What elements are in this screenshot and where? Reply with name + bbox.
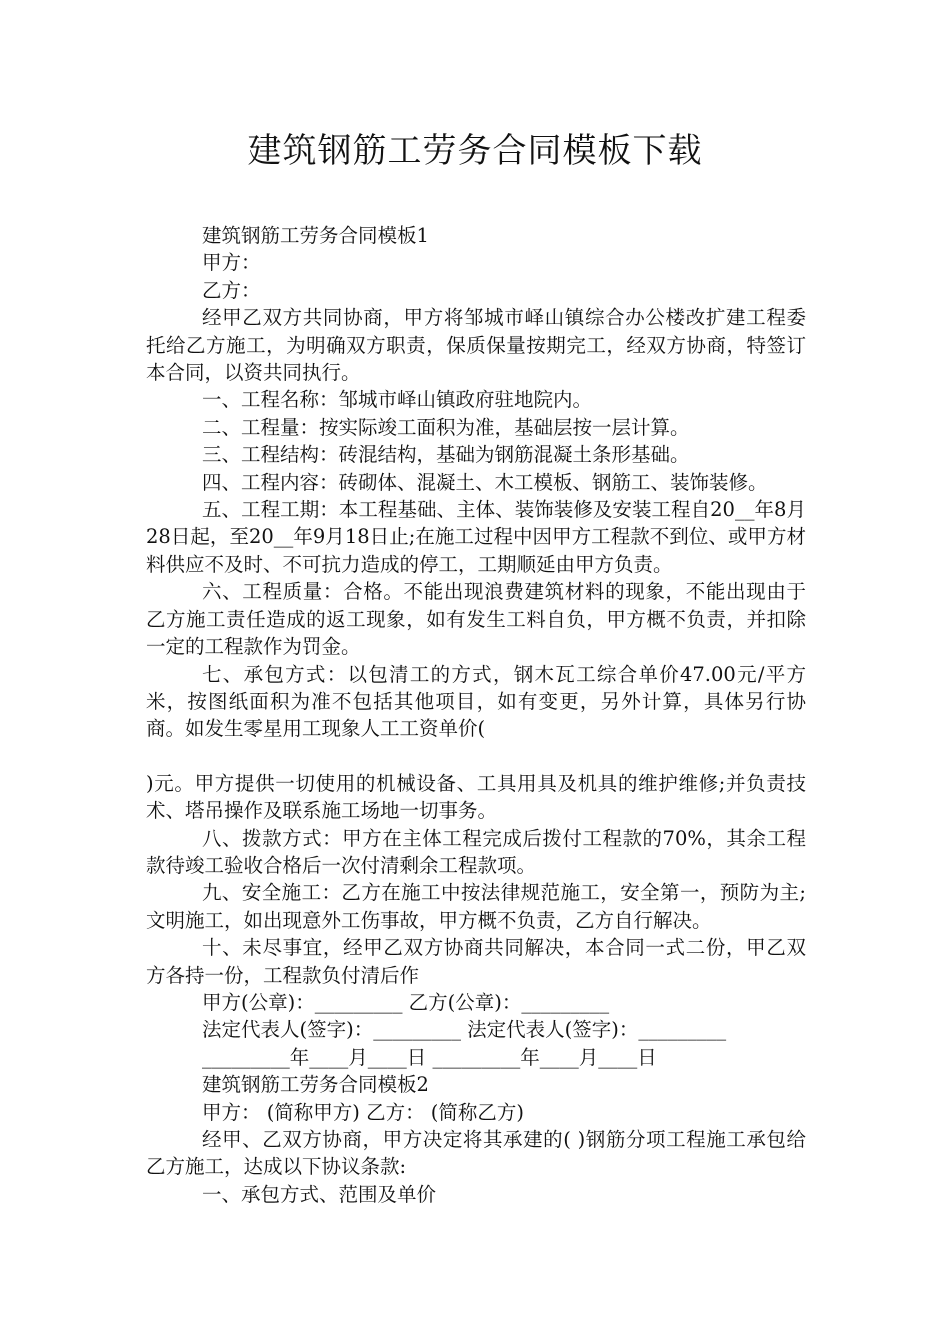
page-title: 建筑钢筋工劳务合同模板下载	[247, 131, 703, 171]
clause-3-structure: 三、工程结构：砖混结构，基础为钢筋混凝土条形基础。	[202, 443, 690, 467]
agreement-intro: 经甲、乙双方协商，甲方决定将其承建的( )钢筋分项工程施工承包给乙方施工，达成以下协议条款:	[146, 1128, 806, 1179]
clause-9-safety: 九、安全施工：乙方在施工中按法律规范施工，安全第一，预防为主;文明施工，如出现意外工伤事故，甲方概不负责，乙方自行解决。	[146, 881, 806, 932]
date-line: _________年____月____日 _________年____月____日	[202, 1045, 657, 1069]
clause-6-quality: 六、工程质量：合格。不能出现浪费建筑材料的现象，不能出现由于乙方施工责任造成的返工现象，如有发生工料自负，甲方概不负责，并扣除一定的工程款作为罚金。	[146, 580, 806, 659]
signature-line: 法定代表人(签字)：_________ 法定代表人(签字)：_________	[202, 1018, 727, 1042]
document-body	[146, 222, 806, 1208]
clause-7-continued: )元。甲方提供一切使用的机械设备、工具用具及机具的维护维修;并负责技术、塔吊操作及联系施工场地一切事务。	[146, 771, 806, 823]
seal-line: 甲方(公章)：_________ 乙方(公章)：_________	[202, 990, 610, 1014]
preamble-paragraph: 经甲乙双方共同协商，甲方将邹城市峄山镇综合办公楼改扩建工程委托给乙方施工，为明确双方职责，保质保量按期完工，经双方协商，特签订本合同，以资共同执行。	[146, 306, 806, 385]
blank-line	[146, 743, 806, 770]
party-a-line: 甲方：	[202, 251, 261, 275]
clause-1-project-name: 一、工程名称：邹城市峄山镇政府驻地院内。	[202, 388, 593, 412]
clause-8-payment: 八、拨款方式：甲方在主体工程完成后拨付工程款的70%，其余工程款待竣工验收合格后一次付清剩余工程款项。	[146, 826, 806, 877]
clause-2-quantity: 二、工程量：按实际竣工面积为准，基础层按一层计算。	[202, 415, 690, 439]
section-heading-template-2: 建筑钢筋工劳务合同模板2	[202, 1073, 429, 1097]
clause-7-contract-mode: 七、承包方式：以包清工的方式，钢木瓦工综合单价47.00元/平方米，按图纸面积为准不包括其他项目，如有变更，另外计算，具体另行协商。如发生零星用工现象人工工资单价(	[146, 662, 806, 741]
party-b-line: 乙方：	[202, 278, 261, 302]
section-heading-template-1: 建筑钢筋工劳务合同模板1	[202, 224, 429, 247]
clause-10-misc: 十、未尽事宜，经甲乙双方协商共同解决，本合同一式二份，甲乙双方各持一份，工程款负付清后作	[146, 936, 806, 987]
clause-4-content: 四、工程内容：砖砌体、混凝土、木工模板、钢筋工、装饰装修。	[202, 470, 768, 494]
clause-5-schedule: 五、工程工期：本工程基础、主体、装饰装修及安装工程自20__年8月28日起，至20__年9月18日止;在施工过程中因甲方工程款不到位、或甲方材料供应不及时、不可抗力造成的停工，工期顺延由甲方负责。	[146, 498, 806, 576]
parties-line: 甲方： (简称甲方) 乙方： (简称乙方)	[202, 1100, 525, 1124]
clause-1-scope-heading: 一、承包方式、范围及单价	[202, 1182, 437, 1206]
